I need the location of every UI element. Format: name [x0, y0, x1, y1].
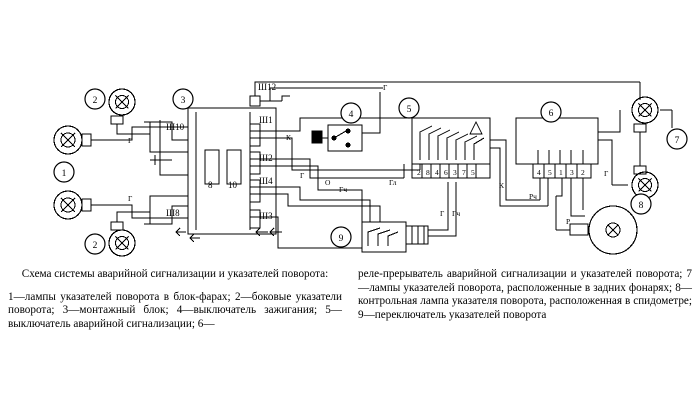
- term5-4: 3: [453, 168, 457, 177]
- callout-8: [631, 194, 651, 214]
- lamp-front-left-upper: [54, 126, 104, 154]
- term6-0: 4: [537, 168, 541, 177]
- term5-5: 7: [462, 168, 466, 177]
- side-repeater-bottom: [109, 212, 156, 256]
- fuse-10: [227, 150, 241, 184]
- caption-column-left: [8, 268, 342, 331]
- label-k-1: К: [286, 133, 292, 142]
- callout-4: [341, 103, 361, 123]
- callout-2-label: 2: [92, 96, 98, 106]
- label-sh3: Ш3: [259, 211, 273, 221]
- term5-3: 6: [444, 168, 448, 177]
- fuse-8: [205, 150, 219, 184]
- rear-lamp-right-lower: [612, 150, 658, 198]
- label-sh4: Ш4: [259, 176, 273, 186]
- label-rch: Рч: [529, 192, 537, 201]
- term5-6: 5: [471, 168, 475, 177]
- label-g-3: Г: [604, 169, 609, 178]
- term6-2: 1: [559, 168, 563, 177]
- label-r: Р: [566, 217, 571, 226]
- wire-labels: [128, 82, 609, 226]
- caption-legend-right: реле-прерыватель аварийной сигнализации и указателей поворота; 7—лампы указателей поворота, расположенные в задних фонарях; 8—контрольная лампа указателя поворота, расположенная в спидометре; 9—переключатель указателей поворота: [358, 268, 692, 321]
- callout-9: [331, 227, 351, 247]
- callout-1-label: 1: [61, 169, 67, 179]
- callout-3: [173, 89, 193, 109]
- label-fuse-8: 8: [208, 180, 213, 190]
- callout-9-label: 9: [338, 234, 344, 244]
- label-sh2: Ш2: [259, 153, 273, 163]
- callout-6-label: 6: [548, 109, 554, 119]
- label-g-1: Г: [300, 171, 305, 180]
- callout-7: [667, 129, 687, 149]
- label-k-2: К: [499, 181, 505, 190]
- label-g-left-1: Г: [128, 136, 133, 145]
- callout-group: [54, 89, 687, 254]
- label-g-top: Г: [383, 83, 388, 92]
- lamp-front-left-lower: [54, 191, 104, 219]
- term6-3: 3: [570, 168, 574, 177]
- callout-2: [85, 89, 105, 109]
- term5-1: 8: [426, 168, 430, 177]
- caption-title: Схема системы аварийной сигнализации и указателей поворота:: [21, 268, 329, 280]
- callout-5: [399, 98, 419, 118]
- terminal-numbers: [417, 168, 585, 177]
- callout-7-label: 7: [674, 136, 680, 146]
- label-gch-1: Гч: [339, 185, 348, 194]
- hazard-relay: [516, 118, 598, 178]
- label-g-2: Г: [440, 209, 445, 218]
- term6-1: 5: [548, 168, 552, 177]
- turn-signal-switch: [362, 222, 428, 252]
- callout-2b-label: 2: [92, 241, 98, 251]
- caption-column-right: [358, 268, 692, 331]
- callout-3-label: 3: [180, 96, 186, 106]
- label-g-left-2: Г: [128, 194, 133, 203]
- callout-5-label: 5: [406, 105, 412, 115]
- term6-4: 2: [581, 168, 585, 177]
- hazard-switch: [412, 118, 490, 178]
- term5-2: 4: [435, 168, 439, 177]
- label-sh12: Ш12: [258, 82, 277, 92]
- label-gch-2: Гч: [452, 209, 461, 218]
- label-sh1: Ш1: [259, 115, 273, 125]
- label-gl: Гл: [389, 178, 397, 187]
- term5-0: 2: [417, 168, 421, 177]
- rear-lamp-right: [632, 97, 672, 150]
- caption-legend-left: 1—лампы указателей поворота в блок-фарах; 2—боковые указатели поворота; 3—монтажный блок; 4—выключатель зажигания; 5—выключатель аварийной сигнализации; 6—: [8, 290, 342, 330]
- callout-6: [541, 102, 561, 122]
- label-o: О: [325, 178, 331, 187]
- callout-2b: [85, 234, 105, 254]
- label-fuse-10: 10: [228, 180, 237, 190]
- callout-8-label: 8: [638, 201, 644, 211]
- label-sh8: Ш8: [166, 208, 180, 218]
- figure-caption: [8, 268, 692, 331]
- callout-4-label: 4: [348, 110, 354, 120]
- label-sh10: Ш10: [166, 122, 185, 132]
- callout-1: [54, 162, 74, 182]
